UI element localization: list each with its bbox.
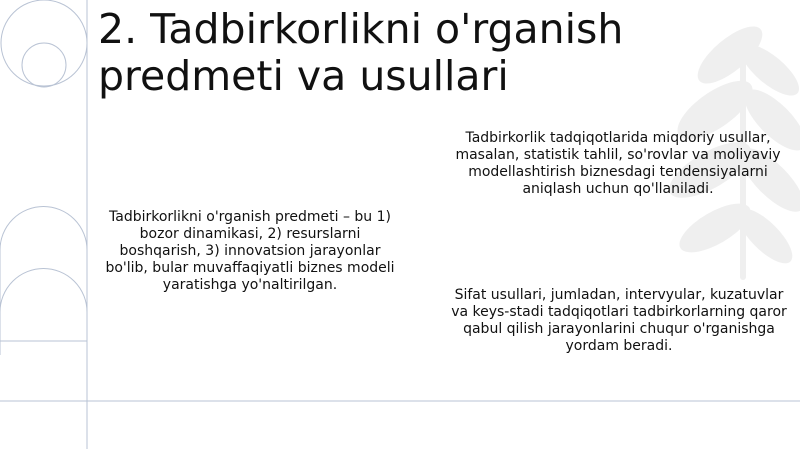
- left-paragraph: Tadbirkorlikni o'rganish predmeti – bu 1) bozor dinamikasi, 2) resurslarni boshqarish, 3) innovatsion jarayonlar bo'lib, bular muvaffaqiyatli biznes modeli yaratishga yo'naltirilgan.: [105, 209, 395, 293]
- arch-outline-lower: [0, 269, 87, 356]
- title-line-2: predmeti va usullari: [98, 52, 509, 100]
- slide-title: [98, 6, 778, 100]
- right-paragraph-bottom: Sifat usullari, jumladan, intervyular, kuzatuvlar va keys-stadi tadqiqotlari tadbirkorlarning qaror qabul qilish jarayonlarini chuqur o'rganishga yordam beradi.: [451, 287, 787, 354]
- title-line-1: 2. Tadbirkorlikni o'rganish: [98, 5, 624, 53]
- small-circle-outline: [22, 43, 66, 87]
- right-paragraph-top: Tadbirkorlik tadqiqotlarida miqdoriy usullar, masalan, statistik tahlil, so'rovlar va moliyaviy modellashtirish biznesdagi tendensiyalarni aniqlash uchun qo'llaniladi.: [455, 130, 781, 197]
